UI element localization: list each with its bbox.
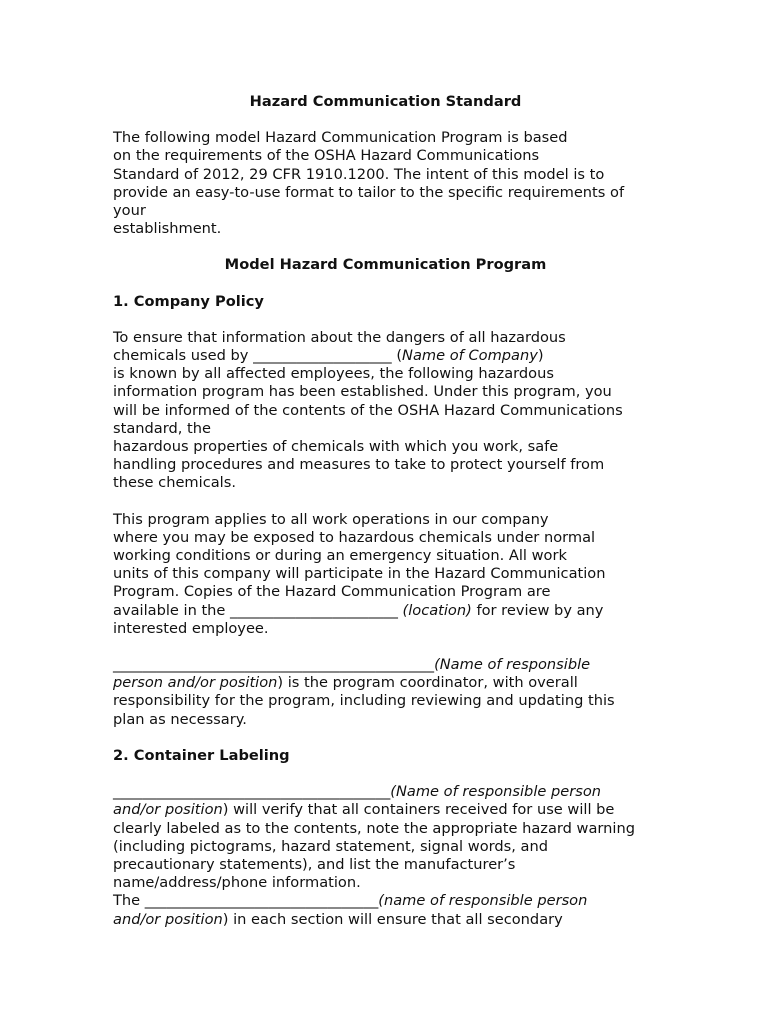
company-policy-paragraph-3: [113, 656, 658, 729]
text-line: responsibility for the program, including reviewing and updating this: [113, 692, 615, 710]
text-line: hazardous properties of chemicals with which you work, safe: [113, 438, 559, 456]
text-line: [113, 656, 658, 674]
fill-in-blank: ____________________________________________: [113, 656, 435, 674]
text-fragment: (: [391, 347, 403, 365]
placeholder-responsible-person: and/or position: [113, 910, 223, 928]
text-line: [113, 911, 658, 929]
intro-paragraph: [113, 129, 658, 238]
text-line: units of this company will participate in the Hazard Communication: [113, 565, 606, 583]
text-fragment: ) in each section will ensure that all secondary: [222, 910, 563, 928]
text-line: [113, 347, 658, 365]
text-fragment: The: [113, 892, 145, 910]
text-line: interested employee.: [113, 619, 269, 637]
placeholder-responsible-person: (Name of responsible person: [390, 783, 602, 801]
section-heading-container-labeling: 2. Container Labeling: [113, 746, 290, 764]
section-heading-company-policy: 1. Company Policy: [113, 292, 264, 310]
fill-in-blank: ___________________: [253, 347, 392, 365]
intro-line: establishment.: [113, 220, 222, 238]
text-fragment: ) is the program coordinator, with overall: [277, 674, 578, 692]
text-line: these chemicals.: [113, 474, 236, 492]
placeholder-responsible-person: (Name of responsible: [434, 656, 591, 674]
intro-line: Standard of 2012, 29 CFR 1910.1200. The intent of this model is to: [113, 165, 605, 183]
document-body: [113, 93, 658, 929]
text-line: [113, 674, 658, 692]
fill-in-blank: _______________________: [230, 601, 398, 619]
fill-in-blank: ________________________________: [144, 892, 379, 910]
intro-line: on the requirements of the OSHA Hazard Communications: [113, 147, 540, 165]
text-line: plan as necessary.: [113, 710, 247, 728]
text-line: is known by all affected employees, the following hazardous: [113, 365, 554, 383]
text-fragment: for review by any: [471, 601, 604, 619]
text-line: [113, 783, 658, 801]
text-line: Program. Copies of the Hazard Communication Program are: [113, 583, 551, 601]
text-line: name/address/phone information.: [113, 874, 361, 892]
text-fragment: chemicals used by: [113, 347, 254, 365]
placeholder-responsible-person: (name of responsible person: [378, 892, 588, 910]
text-line: This program applies to all work operations in our company: [113, 510, 549, 528]
company-policy-paragraph-1: [113, 329, 658, 493]
text-fragment: ) will verify that all containers received for use will be: [222, 801, 615, 819]
text-line: To ensure that information about the dangers of all hazardous: [113, 328, 566, 346]
text-fragment: available in the: [113, 601, 231, 619]
program-title: Model Hazard Communication Program: [224, 256, 547, 274]
text-line: [113, 801, 658, 819]
text-line: information program has been established. Under this program, you: [113, 383, 612, 401]
placeholder-responsible-person: person and/or position: [113, 674, 278, 692]
fill-in-blank: ______________________________________: [113, 783, 391, 801]
intro-line: provide an easy-to-use format to tailor to the specific requirements of: [113, 183, 625, 201]
placeholder-company-name: Name of Company: [402, 347, 538, 365]
text-line: will be informed of the contents of the OSHA Hazard Communications: [113, 401, 623, 419]
text-line: working conditions or during an emergency situation. All work: [113, 547, 567, 565]
placeholder-responsible-person: and/or position: [113, 801, 223, 819]
document-title: Hazard Communication Standard: [249, 93, 522, 110]
company-policy-paragraph-2: [113, 511, 658, 638]
text-line: precautionary statements), and list the manufacturer’s: [113, 855, 516, 873]
text-line: handling procedures and measures to take to protect yourself from: [113, 456, 605, 474]
text-line: [113, 602, 658, 620]
text-line: (including pictograms, hazard statement, signal words, and: [113, 837, 548, 855]
container-labeling-paragraph: [113, 783, 658, 929]
text-line: clearly labeled as to the contents, note the appropriate hazard warning: [113, 819, 635, 837]
text-line: where you may be exposed to hazardous chemicals under normal: [113, 528, 596, 546]
placeholder-location: (location): [397, 601, 472, 619]
intro-line: your: [113, 202, 146, 220]
text-line: [113, 892, 658, 910]
text-line: standard, the: [113, 419, 211, 437]
text-fragment: ): [537, 347, 544, 365]
intro-line: The following model Hazard Communication Program is based: [113, 129, 568, 147]
